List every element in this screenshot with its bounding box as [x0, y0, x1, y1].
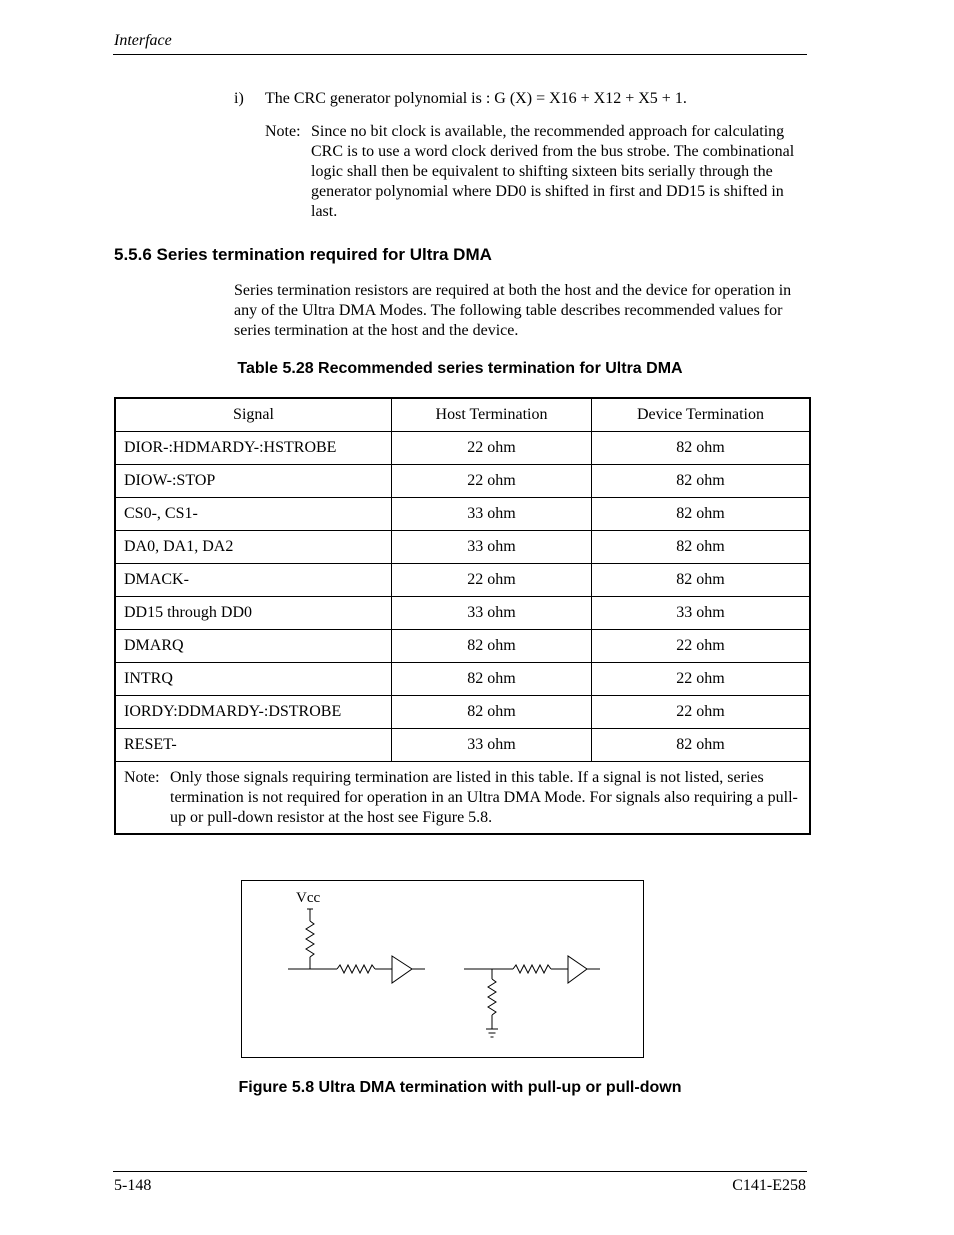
host-cell: 22 ohm: [392, 432, 592, 465]
host-cell: 33 ohm: [392, 729, 592, 762]
signal-cell: DA0, DA1, DA2: [115, 531, 392, 564]
signal-cell: RESET-: [115, 729, 392, 762]
header-device-termination: Device Termination: [592, 398, 811, 432]
device-cell: 82 ohm: [592, 465, 811, 498]
ground-icon: [486, 1029, 498, 1037]
note-text: Since no bit clock is available, the recommended approach for calculating CRC is to use a word clock derived from the bus strobe. The combinational logic shall then be equivalent to shifting sixteen bits serially through the generator polynomial where DD0 is shifted in first and DD15 is shifted in last.: [311, 123, 795, 220]
device-cell: 82 ohm: [592, 531, 811, 564]
signal-cell: CS0-, CS1-: [115, 498, 392, 531]
signal-line-left: [288, 965, 392, 973]
table-row: [115, 696, 810, 729]
table-row: [115, 729, 810, 762]
header-rule: [113, 54, 807, 55]
pull-down-resistor: [488, 969, 496, 1029]
host-cell: 82 ohm: [392, 696, 592, 729]
table-note: [115, 762, 810, 835]
section-heading: 5.5.6 Series termination required for Ultra DMA: [114, 245, 492, 264]
device-cell: 82 ohm: [592, 564, 811, 597]
figure-caption: Figure 5.8 Ultra DMA termination with pull-up or pull-down: [238, 1079, 682, 1096]
item-label: i): [234, 90, 244, 107]
pull-up-resistor: [306, 909, 314, 969]
running-header: Interface: [114, 32, 172, 49]
section-paragraph: Series termination resistors are required at both the host and the device for operation in any of the Ultra DMA Modes. The following table describes recommended values for series termination at the host and the device.: [234, 282, 792, 339]
page-number: 5-148: [114, 1177, 152, 1194]
buffer-right-icon: [568, 956, 587, 983]
note-label: Note:: [265, 123, 301, 140]
vcc-label: Vcc: [296, 890, 321, 906]
crc-note: [265, 122, 810, 222]
signal-cell: DD15 through DD0: [115, 597, 392, 630]
table-row: [115, 531, 810, 564]
table-row: [115, 498, 810, 531]
signal-cell: INTRQ: [115, 663, 392, 696]
header-host-termination: Host Termination: [392, 398, 592, 432]
table-note-row: [115, 762, 810, 835]
host-cell: 33 ohm: [392, 498, 592, 531]
item-text: The CRC generator polynomial is : G (X) = X16 + X12 + X5 + 1.: [265, 90, 687, 107]
crc-polynomial-item: [234, 89, 687, 109]
table-row: [115, 597, 810, 630]
device-cell: 82 ohm: [592, 729, 811, 762]
table-row: [115, 663, 810, 696]
signal-cell: DIOW-:STOP: [115, 465, 392, 498]
device-cell: 22 ohm: [592, 630, 811, 663]
device-cell: 22 ohm: [592, 663, 811, 696]
device-cell: 22 ohm: [592, 696, 811, 729]
table-note-label: Note:: [124, 769, 160, 786]
table-row: [115, 630, 810, 663]
table-header-row: [115, 398, 810, 432]
signal-line-right: [464, 965, 568, 973]
signal-cell: DMACK-: [115, 564, 392, 597]
buffer-left-icon: [392, 956, 412, 983]
host-cell: 22 ohm: [392, 564, 592, 597]
signal-cell: DMARQ: [115, 630, 392, 663]
device-cell: 33 ohm: [592, 597, 811, 630]
termination-figure: [241, 880, 644, 1058]
table-row: [115, 465, 810, 498]
host-cell: 33 ohm: [392, 597, 592, 630]
table-row: [115, 432, 810, 465]
signal-cell: DIOR-:HDMARDY-:HSTROBE: [115, 432, 392, 465]
footer-rule: [113, 1171, 807, 1172]
table-row: [115, 564, 810, 597]
host-cell: 82 ohm: [392, 663, 592, 696]
termination-schematic: [242, 881, 643, 1057]
table-note-text: Only those signals requiring termination are listed in this table. If a signal is not listed, series termination is not required for operation in an Ultra DMA Mode. For signals also requiring a pull-up or pull-down resistor at the host see Figure 5.8.: [170, 769, 798, 826]
header-signal: Signal: [115, 398, 392, 432]
device-cell: 82 ohm: [592, 432, 811, 465]
device-cell: 82 ohm: [592, 498, 811, 531]
document-id: C141-E258: [732, 1177, 806, 1194]
table-caption: Table 5.28 Recommended series termination for Ultra DMA: [237, 360, 683, 377]
host-cell: 82 ohm: [392, 630, 592, 663]
termination-table: [114, 397, 811, 835]
signal-cell: IORDY:DDMARDY-:DSTROBE: [115, 696, 392, 729]
host-cell: 22 ohm: [392, 465, 592, 498]
host-cell: 33 ohm: [392, 531, 592, 564]
